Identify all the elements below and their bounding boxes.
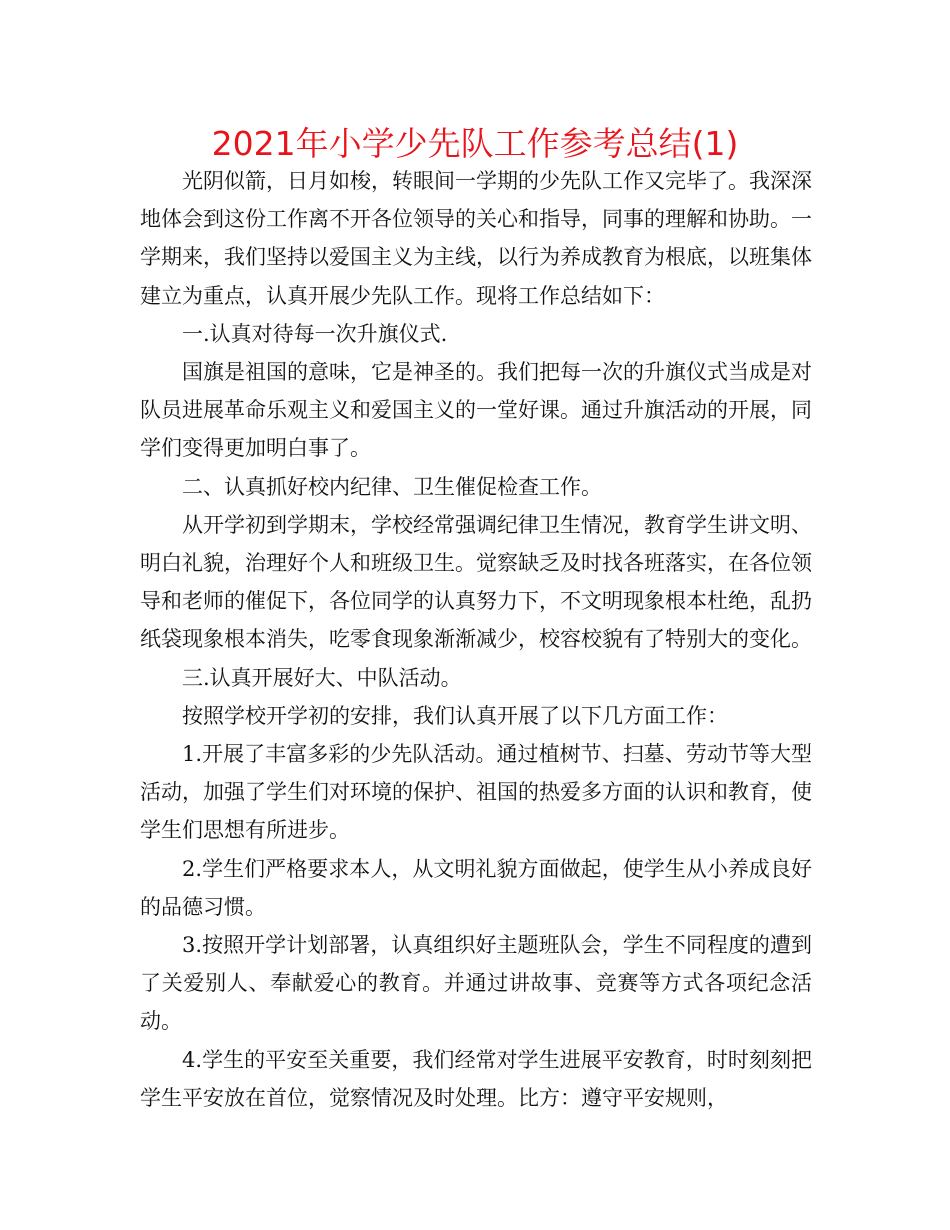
document-title: 2021年小学少先队工作参考总结(1) (211, 124, 739, 163)
list-item-1: 1.开展了丰富多彩的少先队活动。通过植树节、扫墓、劳动节等大型活动，加强了学生们对环境的保护、祖国的热爱多方面的认识和教育，使学生们思想有所进步。 (140, 742, 812, 843)
list-item-2: 2.学生们严格要求本人，从文明礼貌方面做起，使学生从小养成良好的品德习惯。 (140, 856, 812, 919)
paragraph-intro: 光阴似箭，日月如梭，转眼间一学期的少先队工作又完毕了。我深深地体会到这份工作离不开各位领导的关心和指导，同事的理解和协助。一学期来，我们坚持以爱国主义为主线，以行为养成教育为根底，以班集体建立为重点，认真开展少先队工作。现将工作总结如下： (140, 169, 812, 308)
section-heading-1: 一.认真对待每一次升旗仪式. (182, 321, 448, 346)
paragraph-flag-ceremony: 国旗是祖国的意味，它是神圣的。我们把每一次的升旗仪式当成是对队员进展革命乐观主义和爱国主义的一堂好课。通过升旗活动的开展，同学们变得更加明白事了。 (140, 360, 812, 461)
paragraph-discipline-hygiene: 从开学初到学期末，学校经常强调纪律卫生情况，教育学生讲文明、明白礼貌，治理好个人和班级卫生。觉察缺乏及时找各班落实，在各位领导和老师的催促下，各位同学的认真努力下，不文明现象根本杜绝，乱扔纸袋现象根本消失，吃零食现象渐渐减少，校容校貌有了特别大的变化。 (140, 512, 812, 652)
document-body (140, 162, 812, 1117)
list-item-4: 4.学生的平安至关重要，我们经常对学生进展平安教育，时时刻刻把学生平安放在首位，觉察情况及时处理。比方：遵守平安规则， (140, 1047, 812, 1110)
section-heading-3: 三.认真开展好大、中队活动。 (182, 665, 462, 690)
paragraph-arrangement: 按照学校开学初的安排，我们认真开展了以下几方面工作： (182, 703, 728, 728)
section-heading-2: 二、认真抓好校内纪律、卫生催促检查工作。 (182, 474, 602, 499)
list-item-3: 3.按照开学计划部署，认真组织好主题班队会，学生不同程度的遭到了关爱别人、奉献爱心的教育。并通过讲故事、竞赛等方式各项纪念活动。 (140, 933, 812, 1034)
